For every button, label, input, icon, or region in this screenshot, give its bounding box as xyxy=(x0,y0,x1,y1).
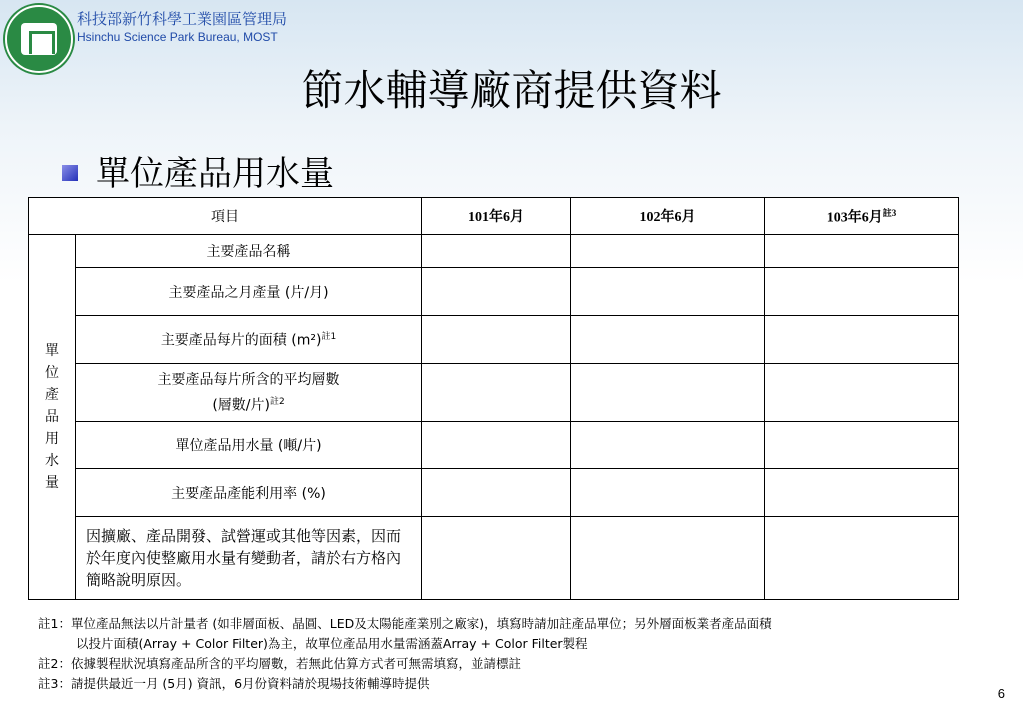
cell-101[interactable] xyxy=(422,316,571,364)
note-3: 註3：請提供最近一月 (5月) 資訊，6月份資料請於現場技術輔導時提供 xyxy=(38,676,430,691)
bullet-square-icon xyxy=(62,165,78,181)
cell-103[interactable] xyxy=(765,517,959,600)
cell-103[interactable] xyxy=(765,235,959,268)
page-number: 6 xyxy=(997,686,1005,701)
cell-102[interactable] xyxy=(571,364,765,422)
row-label: 主要產品每片的面積 $(m^2)^{註1}$ xyxy=(76,316,422,364)
table-header-row xyxy=(29,198,959,235)
note-1: 註1：單位產品無法以片計量者 (如非層面板、晶圓、LED及太陽能產業別之廠家)，填寫時請加註產品單位；另外層面板業者產品面積 xyxy=(38,616,772,631)
cell-103[interactable] xyxy=(765,422,959,469)
table-row xyxy=(29,364,959,422)
cell-103[interactable] xyxy=(765,268,959,316)
header-item: 項目 xyxy=(29,198,422,235)
org-name-cn: 科技部新竹科學工業園區管理局 xyxy=(77,10,288,28)
row-label: 主要產品名稱 xyxy=(76,235,422,268)
cell-101[interactable] xyxy=(422,517,571,600)
cell-103[interactable] xyxy=(765,469,959,517)
note-2: 註2：依據製程狀況填寫產品所含的平均層數，若無此估算方式者可無需填寫，並請標註 xyxy=(38,656,521,671)
section-subtitle: 單位產品用水量 xyxy=(96,154,334,194)
table-row xyxy=(29,235,959,268)
row-label: 因擴廠、產品開發、試營運或其他等因素，因而於年度內使整廠用水量有變動者，請於右方格內簡略說明原因。 xyxy=(76,517,422,600)
note-1-continued: 以投片面積(Array + Color Filter)為主，故單位產品用水量需涵蓋Array + Color Filter製程 xyxy=(76,636,588,651)
cell-102[interactable] xyxy=(571,235,765,268)
row-label: 主要產品之月產量 (片/月) xyxy=(76,268,422,316)
group-label: 單 位 產 品 用 水 量 xyxy=(29,235,76,600)
cell-101[interactable] xyxy=(422,422,571,469)
cell-102[interactable] xyxy=(571,422,765,469)
row-label: 單位產品用水量 (噸/片) xyxy=(76,422,422,469)
cell-102[interactable] xyxy=(571,268,765,316)
header-102: 102年6月 xyxy=(571,198,765,235)
cell-101[interactable] xyxy=(422,235,571,268)
header-103: 103年6月$^{註3}$ xyxy=(765,198,959,235)
row-label: 主要產品每片所含的平均層數 (層數/片)$^{註2}$ xyxy=(76,364,422,422)
cell-102[interactable] xyxy=(571,469,765,517)
table-row xyxy=(29,517,959,600)
page-title: 節水輔導廠商提供資料 xyxy=(301,66,722,115)
cell-102[interactable] xyxy=(571,517,765,600)
cell-101[interactable] xyxy=(422,469,571,517)
org-name-en: Hsinchu Science Park Bureau, MOST xyxy=(77,30,278,44)
cell-102[interactable] xyxy=(571,316,765,364)
cell-103[interactable] xyxy=(765,316,959,364)
cell-103[interactable] xyxy=(765,364,959,422)
row-label: 主要產品產能利用率 (%) xyxy=(76,469,422,517)
cell-101[interactable] xyxy=(422,268,571,316)
water-usage-table xyxy=(28,197,959,600)
cell-101[interactable] xyxy=(422,364,571,422)
table-row xyxy=(29,316,959,364)
table-row xyxy=(29,268,959,316)
footnotes xyxy=(38,614,998,694)
table-row xyxy=(29,422,959,469)
table-row xyxy=(29,469,959,517)
header-101: 101年6月 xyxy=(422,198,571,235)
